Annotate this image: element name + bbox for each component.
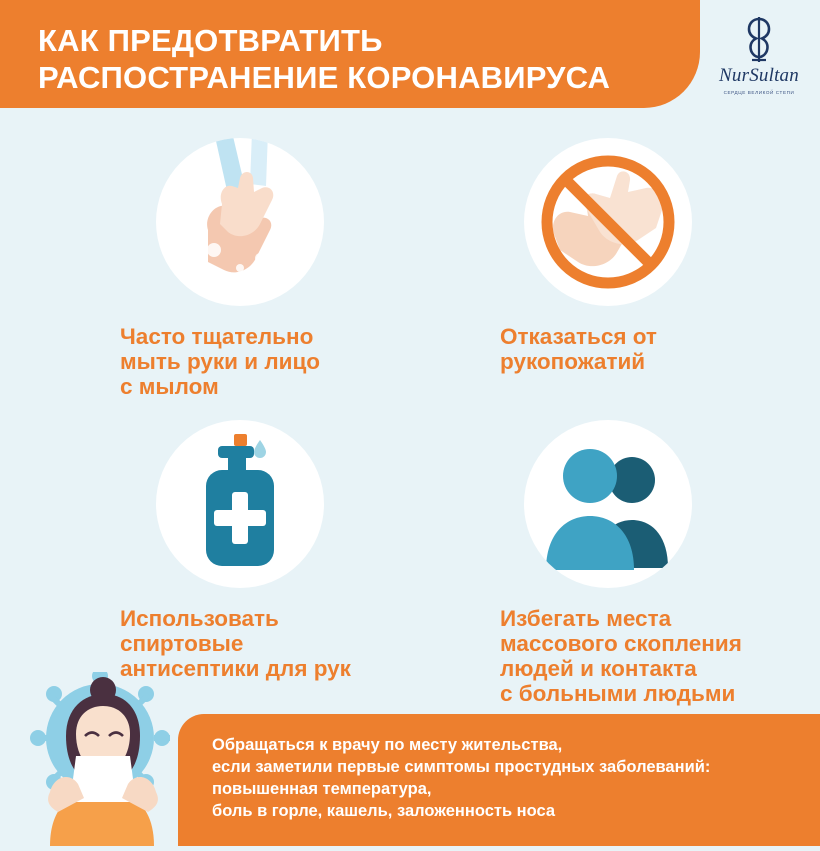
footer-line-3: повышенная температура, (212, 780, 432, 798)
washing-hands-icon (156, 138, 324, 306)
footer-line-4: боль в горле, кашель, заложенность носа (212, 802, 556, 820)
tip-sanitizer (120, 420, 410, 681)
poster-header (0, 0, 820, 118)
tip-no-handshake-caption-line-2: рукопожатий (500, 349, 646, 374)
tip-avoid-crowds-caption-line-4: с больными людьми (500, 681, 736, 706)
tip-sanitizer-caption-line-3: антисептики для рук (120, 656, 351, 681)
tip-no-handshake-caption (500, 324, 740, 374)
logo-tagline: СЕРДЦЕ ВЕЛИКОЙ СТЕПИ (723, 90, 795, 95)
tip-wash-hands-circle (156, 138, 324, 306)
page-title (38, 22, 668, 96)
tip-avoid-crowds-caption-line-2: массового скопления (500, 631, 742, 656)
tip-no-handshake-caption-line-1: Отказаться от (500, 324, 657, 349)
page-title-line-2: РАСПОСТРАНЕНИЕ КОРОНАВИРУСА (38, 60, 611, 95)
tip-wash-hands-caption-line-3: с мылом (120, 374, 219, 399)
sneezing-woman-svg (14, 672, 194, 846)
tip-wash-hands-caption-line-1: Часто тщательно (120, 324, 314, 349)
tip-sanitizer-circle (156, 420, 324, 588)
tip-wash-hands-caption (120, 324, 380, 399)
tip-avoid-crowds-caption-line-1: Избегать места (500, 606, 672, 631)
sanitizer-bottle-icon (156, 420, 324, 588)
tips-grid (0, 120, 820, 706)
logo-wordmark: NurSultan (719, 65, 799, 86)
tip-wash-hands-caption-line-2: мыть руки и лицо (120, 349, 321, 374)
crowd-people-icon (524, 420, 692, 588)
no-handshake-icon (524, 138, 692, 306)
nursultan-logo (712, 16, 806, 104)
tip-avoid-crowds-circle (524, 420, 692, 588)
tip-no-handshake-circle (524, 138, 692, 306)
tip-sanitizer-caption-line-2: спиртовые (120, 631, 244, 656)
tip-wash-hands (120, 138, 380, 399)
logo-shanyrak-icon (733, 16, 785, 64)
tip-avoid-crowds (500, 420, 790, 706)
tip-no-handshake (500, 138, 740, 374)
tip-avoid-crowds-caption (500, 606, 790, 706)
tip-avoid-crowds-caption-line-3: людей и контакта (500, 656, 697, 681)
footer-banner (178, 714, 820, 846)
footer-line-1: Обращаться к врачу по месту жительства, (212, 736, 563, 754)
tip-sanitizer-caption-line-1: Использовать (120, 606, 279, 631)
sneezing-woman-illustration (14, 672, 194, 846)
tip-sanitizer-caption (120, 606, 410, 681)
page-title-line-1: КАК ПРЕДОТВРАТИТЬ (38, 23, 383, 58)
footer-text (212, 734, 802, 822)
footer-line-2: если заметили первые симптомы простудных заболеваний: (212, 758, 711, 776)
